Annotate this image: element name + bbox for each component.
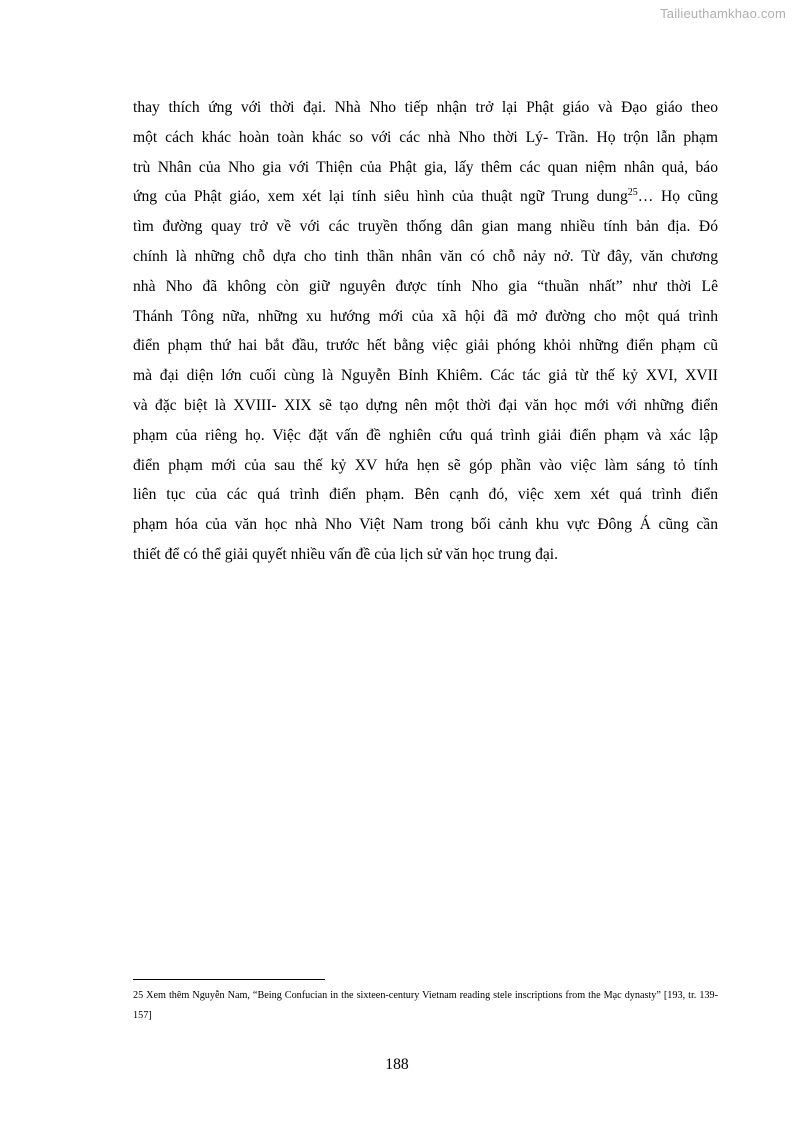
text-line: tìm đường quay trở về với các truyền thống dân gian mang nhiều tính bản địa. Đó: [133, 218, 718, 236]
footnote-separator: [133, 979, 325, 980]
text-line: phạm của riêng họ. Việc đặt vấn đề nghiên cứu quá trình giải điển phạm và xác lập: [133, 426, 718, 444]
text-line: thiết để có thể giải quyết nhiều vấn đề của lịch sử văn học trung đại.: [133, 545, 559, 563]
text-line: điển phạm thứ hai bắt đầu, trước hết bằng việc giải phóng khỏi những điển phạm cũ: [133, 337, 718, 355]
text-line-with-footnote: [133, 182, 718, 212]
text-line: chính là những chỗ dựa cho tinh thần nhân văn có chỗ nảy nở. Từ đây, văn chương: [133, 247, 718, 265]
page-number: 188: [385, 1056, 409, 1073]
text-fragment: … Họ cũng: [637, 188, 718, 206]
text-line: trù Nhân của Nho gia với Thiện của Phật gia, lấy thêm các quan niệm nhân quả, báo: [133, 158, 718, 176]
body-text: [133, 93, 718, 570]
text-line: nhà Nho đã không còn giữ nguyên được tính Nho gia “thuần nhất” như thời Lê: [133, 277, 718, 295]
text-line: một cách khác hoàn toàn khác so với các nhà Nho thời Lý- Trần. Họ trộn lẫn phạm: [133, 128, 718, 146]
text-line: phạm hóa của văn học nhà Nho Việt Nam trong bối cảnh khu vực Đông Á cũng cần: [133, 516, 718, 534]
text-line: và đặc biệt là XVIII- XIX sẽ tạo dựng nên một thời đại văn học mới với những điển: [133, 396, 718, 414]
footnote-reference[interactable]: 25: [627, 187, 638, 199]
footnote-line: 25 Xem thêm Nguyễn Nam, “Being Confucian in the sixteen-century Vietnam reading stele inscriptions from the Mạc dynasty” [193, tr. 139-: [133, 990, 718, 1001]
footnote-line: 157]: [133, 1009, 152, 1021]
text-fragment: ứng của Phật giáo, xem xét lại tính siêu hình của thuật ngữ Trung dung: [133, 188, 628, 206]
text-line: Thánh Tông nữa, những xu hướng mới của xã hội đã mở đường cho một quá trình: [133, 307, 718, 325]
text-line: thay thích ứng với thời đại. Nhà Nho tiếp nhận trở lại Phật giáo và Đạo giáo theo: [133, 99, 718, 116]
text-line: mà đại diện lớn cuối cùng là Nguyễn Bỉnh Khiêm. Các tác giả từ thế kỷ XVI, XVII: [133, 367, 718, 385]
watermark: Tailieuthamkhao.com: [660, 6, 786, 21]
text-line: liên tục của các quá trình điển phạm. Bên cạnh đó, việc xem xét quá trình điển: [133, 486, 718, 504]
footnote: [133, 986, 718, 1025]
text-line: điển phạm mới của sau thế kỷ XV hứa hẹn sẽ góp phần vào việc làm sáng tỏ tính: [133, 456, 718, 474]
